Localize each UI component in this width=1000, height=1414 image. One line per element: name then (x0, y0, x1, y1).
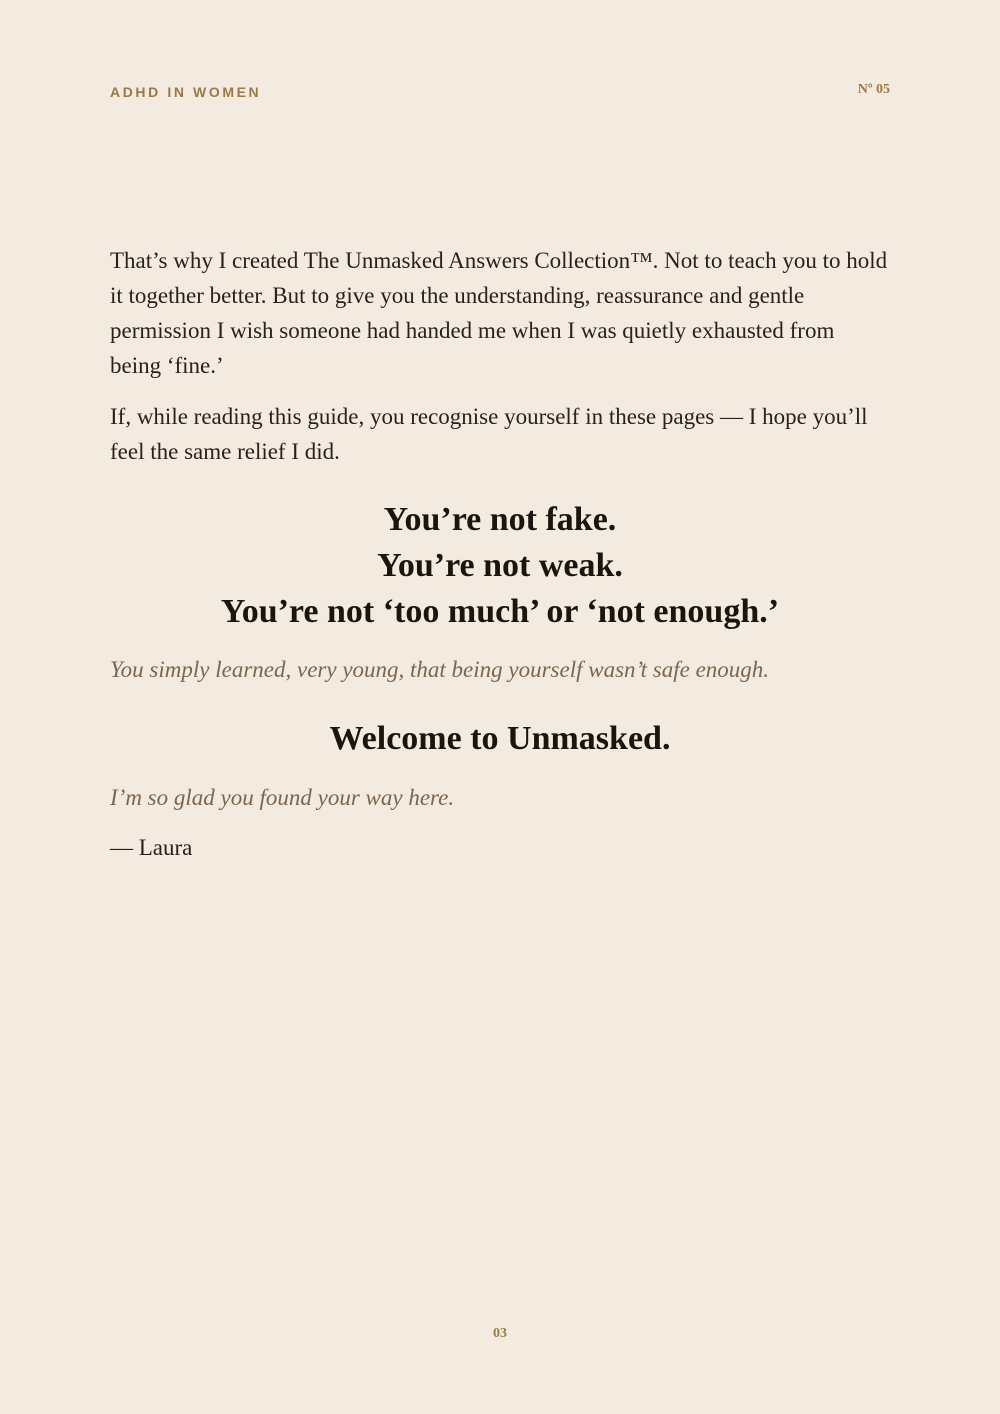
affirmation-line: You’re not ‘too much’ or ‘not enough.’ (220, 593, 780, 630)
affirmations-block (110, 497, 890, 635)
italic-statement: You simply learned, very young, that being yourself wasn’t safe enough. (110, 657, 770, 682)
page-content (110, 243, 890, 865)
page-number: 03 (493, 1326, 507, 1341)
section-label: ADHD IN WOMEN (110, 84, 262, 100)
affirmation-line: You’re not weak. (377, 547, 623, 584)
closing-line: I’m so glad you found your way here. (110, 785, 455, 810)
signature: — Laura (110, 835, 193, 860)
issue-number: Nº 05 (857, 82, 890, 97)
body-paragraph: If, while reading this guide, you recognise yourself in these pages — I hope you’ll feel the same relief I did. (110, 404, 868, 464)
affirmation-line: You’re not fake. (383, 501, 617, 538)
body-paragraph: That’s why I created The Unmasked Answers Collection™. Not to teach you to hold it together better. But to give you the understanding, reassurance and gentle permission I wish someone had handed me when I was quietly exhausted from being ‘fine.’ (110, 248, 888, 378)
welcome-heading: Welcome to Unmasked. (329, 720, 671, 757)
